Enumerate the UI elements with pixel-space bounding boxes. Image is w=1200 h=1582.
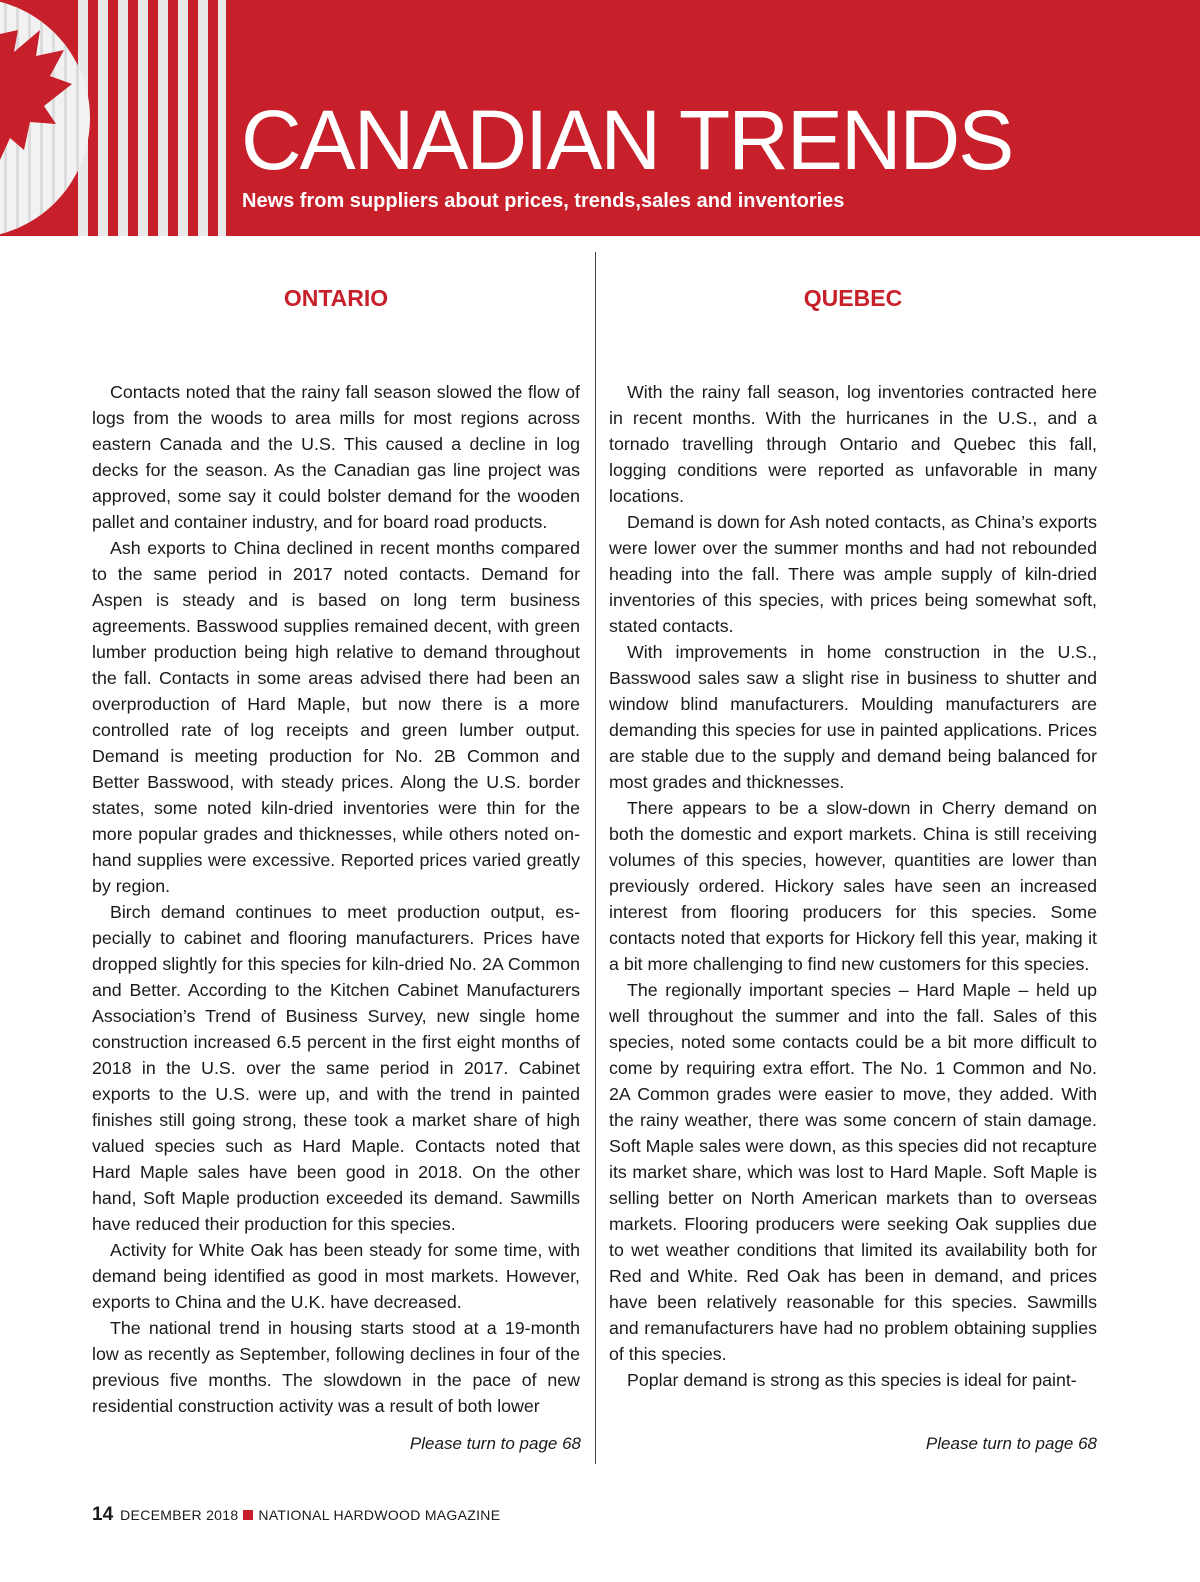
ontario-body — [92, 379, 580, 1419]
ontario-turn-note: Please turn to page 68 — [409, 1434, 581, 1453]
quebec-body — [609, 379, 1097, 1393]
red-square-icon — [243, 1510, 253, 1520]
quebec-paragraph: The regionally important species – Hard Maple – held up well throughout the summer and into the fall. Sales of this species, noted some contacts could be a bit more difficult to come by requiring extra effort. The No. 1 Common and No. 2A Common grades were easier to move, they added. With the rainy weather, there was some concern of stain damage. Soft Maple sales were down, as this species did not recapture its market share, which was lost to Hard Maple. Soft Maple is selling better on North American markets than to overseas markets. Flooring producers were seeking Oak supplies due to wet weather conditions that limited its availability both for Red and White. Red Oak has been in demand, and prices have been relatively reasonable for this species. Sawmills and remanufacturers have had no problem obtaining supplies of this species. — [609, 980, 1097, 1364]
column-divider — [595, 252, 596, 1464]
header-banner — [0, 0, 1200, 236]
ontario-paragraph: Birch demand continues to meet production output, especially to cabinet and flooring manufacturers. Prices have dropped slightly for this species for kiln-dried No. 2A Common and Better. According to the Kitchen Cabinet Manufacturers Association’s Trend of Business Survey, new single home construction increased 6.5 percent in the first eight months of 2018 in the U.S. over the same period in 2017. Cabinet exports to the U.S. were up, and with the trend in painted finishes still going strong, these took a market share of high valued species such as Hard Maple. Contacts noted that Hard Maple sales have been good in 2018. On the other hand, Soft Maple production exceeded its demand. Sawmills have reduced their production for this species. — [92, 902, 580, 1234]
canadian-flag-maple-leaf-icon — [0, 0, 232, 236]
ontario-paragraph: Activity for White Oak has been steady for some time, with demand being identified as good in most markets. However, exports to China and the U.K. have decreased. — [92, 1240, 580, 1312]
page-title: CANADIAN TRENDS — [241, 93, 1013, 187]
ontario-paragraph: Contacts noted that the rainy fall season slowed the flow of logs from the woods to area mills for most regions across eastern Canada and the U.S. This caused a decline in log decks for the season. As the Canadian gas line project was approved, some say it could bolster demand for the wooden pallet and container industry, and for board road products. — [92, 382, 580, 532]
page-footer — [92, 1503, 500, 1527]
ontario-paragraph: Ash exports to China declined in recent months compared to the same period in 2017 noted contacts. Demand for Aspen is steady and is based on long term business agreements. Basswood supplies remained decent, with green lumber production being high relative to demand throughout the fall. Contacts in some areas advised there had been an overproduction of Hard Maple, but now there is a more controlled rate of log receipts and green lumber output. Demand is meeting production for No. 2B Common and Better Basswood, with steady prices. Along the U.S. border states, some noted kiln-dried inventories were thin for the more popular grades and thicknesses, while others noted on-hand supplies were excessive. Reported prices varied greatly by region. — [92, 538, 580, 896]
quebec-paragraph: With improvements in home construction in the U.S., Basswood sales saw a slight rise in business to shutter and window blind manufacturers. Moulding manufacturers are demanding this species for use in painted applications. Prices are stable due to the supply and demand being balanced for most grades and thicknesses. — [609, 642, 1097, 792]
quebec-paragraph: Demand is down for Ash noted contacts, as China’s exports were lower over the summer months and had not rebounded heading into the fall. There was ample supply of kiln-dried inventories of this species, with prices being somewhat soft, stated contacts. — [609, 512, 1097, 636]
quebec-paragraph: There appears to be a slow-down in Cherry demand on both the domestic and export markets. China is still receiving volumes of this species, however, quantities are lower than previously ordered. Hickory sales have seen an increased interest from flooring producers for this species. Some contacts noted that exports for Hickory fell this year, making it a bit more challenging to find new customers for this species. — [609, 798, 1097, 974]
page-subtitle: News from suppliers about prices, trends,sales and inventories — [242, 190, 845, 212]
ontario-paragraph: The national trend in housing starts stood at a 19-month low as recently as September, following declines in four of the previous five months. The slowdown in the pace of new residential construction activity was a result of both lower — [92, 1318, 580, 1416]
quebec-column — [609, 283, 1097, 1393]
quebec-heading: QUEBEC — [803, 285, 903, 311]
quebec-paragraph: With the rainy fall season, log inventories contracted here in recent months. With the hurricanes in the U.S., and a tornado travelling through Ontario and Quebec this fall, logging conditions were reported as unfavorable in many locations. — [609, 382, 1097, 506]
ontario-column — [92, 283, 580, 1419]
quebec-turn-note: Please turn to page 68 — [925, 1434, 1097, 1453]
quebec-paragraph: Poplar demand is strong as this species is ideal for paint- — [627, 1370, 1077, 1390]
publication-name: NATIONAL HARDWOOD MAGAZINE — [258, 1507, 501, 1523]
page-number: 14 — [92, 1504, 114, 1525]
ontario-heading: ONTARIO — [283, 285, 389, 311]
issue-date: DECEMBER 2018 — [120, 1507, 239, 1523]
